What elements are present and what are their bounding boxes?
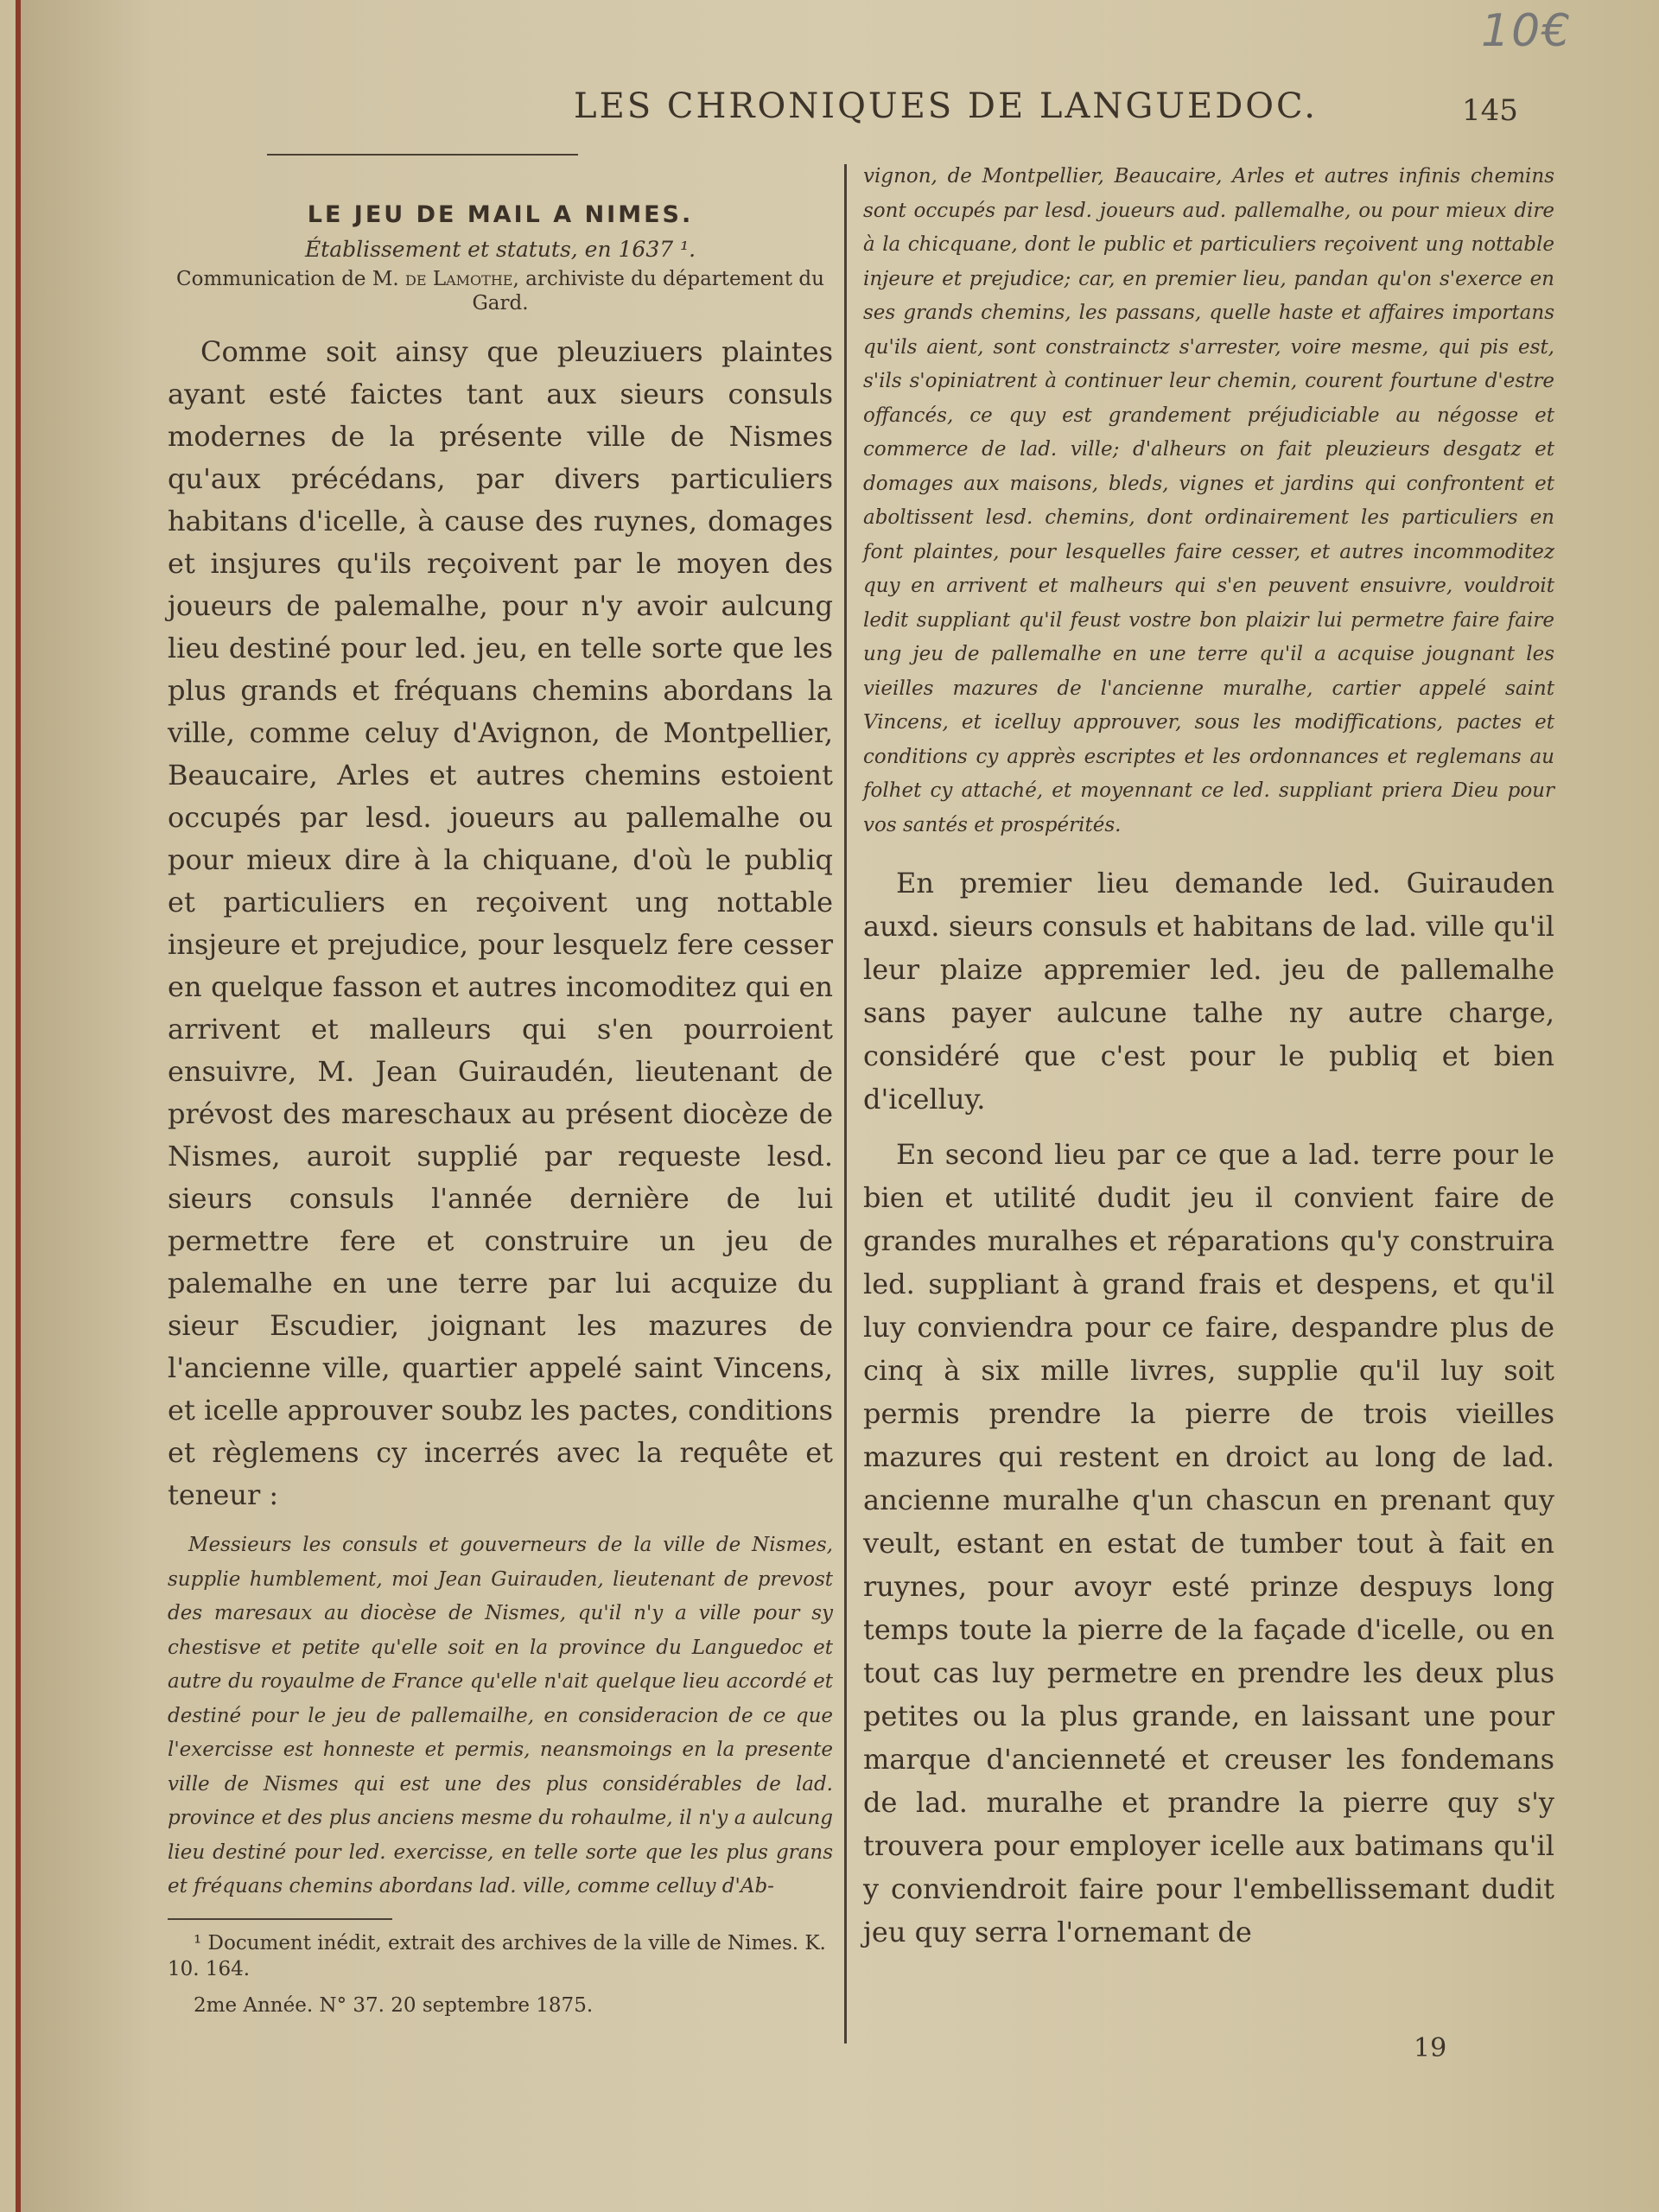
pencil-annotation: 10€	[1481, 5, 1573, 57]
document-page	[16, 0, 1659, 2212]
right-column	[863, 160, 1554, 1954]
article-title: LE JEU DE MAIL A NIMES.	[307, 201, 694, 228]
issue-line: 2me Année. N° 37. 20 septembre 1875.	[194, 1993, 594, 2017]
page-number: 145	[1462, 93, 1518, 128]
footnote: ¹ Document inédit, extrait des archives de la ville de Nimes. K. 10. 164.	[168, 1931, 826, 1980]
title-rule	[267, 154, 578, 156]
footnote-rule	[168, 1918, 392, 1920]
body-paragraph: Comme soit ainsy que pleuziuers plaintes ayant esté faictes tant aux sieurs consuls modernes de la présente ville de Nismes qu'aux précédans, par divers particuliers habitans d'icelle, à cause des ruynes, domages et insjures qu'ils reçoivent par le moyen des joueurs de palemalhe, pour n'y avoir aulcung lieu destiné pour led. jeu, en telle sorte que les plus grands et fréquans chemins abordans la ville, comme celuy d'Avignon, de Montpellier, Beaucaire, Arles et autres chemins estoient occupés par lesd. joueurs au pallemalhe ou pour mieux dire à la chiquane, d'où le publiq et particuliers en reçoivent ung nottable insjeure et prejudice, pour lesquelz fere cesser en quelque fasson et autres incomoditez qui en arrivent et malleurs qui s'en pourroient ensuivre, M. Jean Guiraudén, lieutenant de prévost des mareschaux au présent diocèze de Nismes, auroit supplié par requeste lesd. sieurs consuls l'année dernière de lui permettre fere et construire un jeu de palemalhe en une terre par lui acquize du sieur Escudier, joignant les mazures de l'ancienne ville, quartier appelé saint Vincens, et icelle approuver soubz les pactes, conditions et règlemens cy incerrés avec la requête et teneur :	[168, 335, 833, 1511]
petition-quote-continued: vignon, de Montpellier, Beaucaire, Arles et autres infinis chemins sont occupés par lesd. joueurs aud. pallemalhe, ou pour mieux dire à la chicquane, dont le public et particuliers reçoivent ung nottable injeure et prejudice; car, en premier lieu, pandan qu'on s'exerce en ses grands chemins, les passans, quelle haste et affaires importans qu'ils aient, sont constrainctz s'arrester, voire mesme, qui pis est, s'ils s'opiniatrent à continuer leur chemin, courent fourtune d'estre offancés, ce quy est grandement préjudiciable au négosse et commerce de lad. ville; d'alheurs on fait pleuzieurs desgatz et domages aux maisons, bleds, vignes et jardins qui confrontent et aboltissent lesd. chemins, dont ordinairement les particuliers en font plaintes, pour lesquelles faire cesser, et autres incommoditez quy en arrivent et malheurs qui s'en peuvent ensuivre, vouldroit ledit suppliant qu'il feust vostre bon plaizir lui permetre faire faire ung jeu de pallemalhe en une terre qu'il a acquise jougnant les vieilles mazures de l'ancienne muralhe, cartier appelé saint Vincens, et icelluy approuver, sous les modiffications, pactes et conditions cy apprès escriptes et les ordonnances et reglemans au folhet cy attaché, et moyennant ce led. suppliant priera Dieu pour vos santés et prospérités.	[863, 165, 1554, 836]
communication-prefix: Communication de M.	[176, 268, 399, 290]
signature-mark: 19	[1414, 2033, 1447, 2063]
running-head: LES CHRONIQUES DE LANGUEDOC.	[574, 86, 1318, 126]
archivist-name: de Lamothe	[405, 268, 513, 290]
body-paragraph: En second lieu par ce que a lad. terre pour le bien et utilité dudit jeu il convient faire de grandes muralhes et réparations qu'y construira led. suppliant à grand frais et despens, et qu'il luy conviendra pour ce faire, despandre plus de cinq à six mille livres, supplie qu'il luy soit permis prendre la pierre de trois vieilles mazures qui restent en droict au long de lad. ancienne muralhe q'un chascun en prenant quy veult, estant en estat de tumber tout à fait en ruynes, pour avoyr esté prinze despuys long temps toute la pierre de la façade d'icelle, ou en tout cas luy permetre en prendre les deux plus petites ou la plus grande, en laissant une pour marque d'ancienneté et creuser les fondemans de lad. muralhe et prandre la pierre quy s'y trouvera pour employer icelle aux batimans qu'il y conviendroit faire pour l'embellissemant dudit jeu quy serra l'ornemant de	[863, 1138, 1554, 1948]
left-column	[168, 194, 833, 2018]
body-paragraph: En premier lieu demande led. Guirauden auxd. sieurs consuls et habitans de lad. ville qu'il leur plaize appremier led. jeu de pallemalhe sans payer aulcune talhe ny autre charge, considéré que c'est pour le publiq et bien d'icelluy.	[863, 867, 1554, 1116]
article-subtitle: Établissement et statuts, en 1637 ¹.	[304, 237, 696, 262]
column-divider	[844, 164, 847, 2044]
petition-quote: Messieurs les consuls et gouverneurs de la ville de Nismes, supplie humblement, moi Jean Guirauden, lieutenant de prevost des maresaux au diocèse de Nismes, qu'il n'y a ville pour sy chestisve et petite qu'elle soit en la province du Languedoc et autre du royaulme de France qu'elle n'ait quelque lieu accordé et destiné pour le jeu de pallemailhe, en consideracion de ce que l'exercisse est honneste et permis, neansmoings en la presente ville de Nismes qui est une des plus considérables de lad. province et des plus anciens mesme du rohaulme, il n'y a aulcung lieu destiné pour led. exercisse, en telle sorte que les plus grans et fréquans chemins abordans lad. ville, comme celluy d'Ab-	[168, 1534, 833, 1897]
communication-suffix: , archiviste du département du Gard.	[472, 268, 824, 315]
communication-line	[168, 267, 833, 315]
